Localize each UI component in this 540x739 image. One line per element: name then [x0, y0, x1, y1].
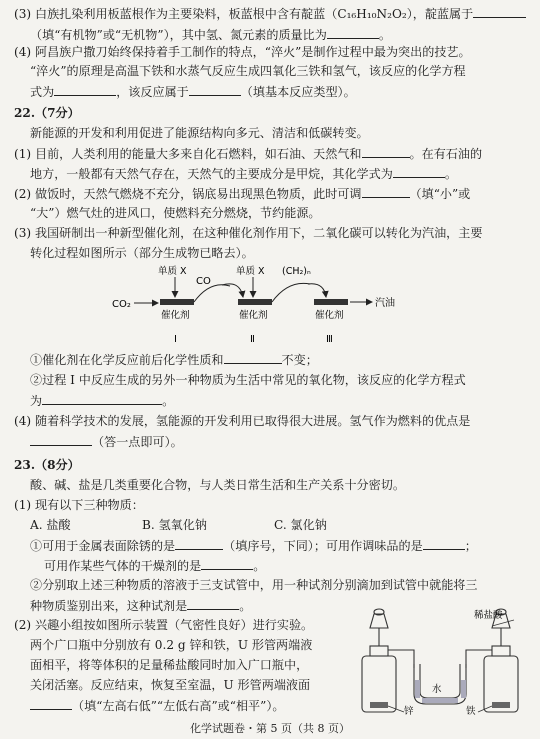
left-liquid	[415, 680, 420, 698]
answer-blank[interactable]	[189, 84, 241, 96]
answer-blank[interactable]	[42, 393, 162, 405]
question-23-title: 23.（8分）	[14, 458, 80, 472]
bottom-liquid	[422, 698, 458, 703]
flow-arrow	[222, 284, 243, 297]
zinc-label: 锌	[404, 706, 414, 716]
answer-blank[interactable]	[30, 698, 72, 710]
line-q23-1-2: ②分别取上述三种物质的溶液于三支试管中，用一种试剂分别滴加到试管中就能将三	[30, 578, 478, 592]
line-q22-3-2-cont: 为 。	[30, 394, 175, 408]
catalyst-label: 催化剂	[161, 310, 190, 321]
gasoline-label: 汽油	[375, 298, 395, 309]
flask-u-tube-apparatus	[356, 606, 526, 716]
answer-blank[interactable]	[327, 27, 379, 39]
right-liquid	[461, 680, 466, 698]
water-label: 水	[432, 684, 442, 695]
line-q3-cont: （填“有机物”或“无机物”），其中氢、氮元素的质量比为 。	[30, 28, 391, 42]
flow-arrow	[272, 283, 310, 302]
option-b: B. 氢氧化钠	[142, 518, 207, 532]
line-q22-3-2: ②过程 Ⅰ 中反应生成的另外一种物质为生活中常见的氧化物，该反应的化学方程式	[30, 373, 466, 387]
catalyst-label: 催化剂	[239, 310, 268, 321]
answer-blank[interactable]	[224, 352, 282, 364]
stage-label: Ⅰ	[174, 334, 177, 345]
question-22-title: 22.（7分）	[14, 106, 80, 120]
answer-blank[interactable]	[423, 538, 465, 550]
page-footer: 化学试题卷・第 5 页（共 8 页）	[190, 722, 350, 735]
right-stopper	[492, 646, 510, 656]
answer-blank[interactable]	[30, 434, 92, 446]
catalyst-bar	[314, 299, 348, 305]
flow-arrow	[308, 284, 326, 297]
options-row	[30, 518, 526, 533]
line-q22-1-cont: 地方，一般都有天然气存在，天然气的主要成分是甲烷，其化学式为 。	[30, 167, 457, 181]
option-c: C. 氯化钠	[274, 518, 327, 532]
right-connector-tube	[466, 650, 492, 668]
line-q22-intro: 新能源的开发和利用促进了能源结构向多元、清洁和低碳转变。	[30, 126, 369, 140]
left-funnel	[370, 614, 388, 628]
iron-label: 铁	[466, 706, 476, 716]
co2-conversion-diagram	[100, 262, 440, 348]
option-a: A. 盐酸	[30, 518, 71, 532]
acid-label: 稀盐酸	[474, 610, 503, 621]
answer-blank[interactable]	[362, 186, 410, 198]
catalyst-bar	[160, 299, 194, 305]
flow-arrow	[194, 285, 230, 302]
line-q23-2: (2) 兴趣小组按如图所示装置（气密性良好）进行实验。	[14, 618, 314, 632]
polymer-label: (CH₂)ₙ	[282, 266, 311, 277]
line-q22-4-cont: （答一点即可）。	[30, 434, 526, 450]
line-q23-2-d: （填“左高右低”“左低右高”或“相平”）。	[30, 698, 350, 714]
line-q23-2-b: 面相平，将等体积的足量稀盐酸同时加入广口瓶中，	[30, 658, 309, 672]
line-q22-1: (1) 目前，人类利用的能量大多来自化石燃料，如石油、天然气和 。在有石油的	[14, 147, 483, 161]
co2-label: CO₂	[112, 299, 131, 310]
answer-blank[interactable]	[187, 598, 239, 610]
answer-blank[interactable]	[201, 558, 253, 570]
line-q22-3-1: ①催化剂在化学反应前后化学性质和 不变；	[30, 353, 318, 367]
line-q22-3-cont: 转化过程如图所示（部分生成物已略去）。	[30, 246, 254, 260]
catalyst-label: 催化剂	[315, 310, 344, 321]
iron-sample	[492, 702, 510, 708]
line-q23-1: (1) 现有以下三种物质：	[14, 498, 144, 512]
line-q4-equation: 式为 ，该反应属于 （填基本反应类型）。	[30, 85, 356, 99]
line-q23-2-c: 关闭活塞。反应结束，恢复至室温，U 形管两端液面	[30, 678, 311, 692]
line-q4-principle: “淬火”的原理是高温下铁和水蒸气反应生成四氧化三铁和氢气，该反应的化学方程	[30, 64, 466, 78]
line-q22-2: (2) 做饭时，天然气燃烧不充分，锅底易出现黑色物质，此时可调 （填“小”或	[14, 187, 471, 201]
line-q22-4: (4) 随着科学技术的发展，氢能源的开发利用已取得很大进展。氢气作为燃料的优点是	[14, 414, 471, 428]
left-connector-tube	[388, 650, 414, 668]
zinc-sample	[370, 702, 388, 708]
stage-label: Ⅲ	[326, 334, 333, 345]
answer-blank[interactable]	[54, 84, 116, 96]
line-q22-2-cont: “大”）燃气灶的进风口，使燃料充分燃烧，节约能源。	[30, 206, 321, 220]
line-q23-1-2-cont: 种物质鉴别出来，这种试剂是 。	[30, 599, 252, 613]
line-q22-3: (3) 我国研制出一种新型催化剂，在这种催化剂作用下，二氧化碳可以转化为汽油，主要	[14, 226, 483, 240]
stage-label: Ⅱ	[250, 334, 255, 345]
element-x-label: 单质 X	[158, 266, 187, 277]
line-q23-1-1-cont: 可用作某些气体的干燥剂的是 。	[44, 559, 266, 573]
left-stopper	[370, 646, 388, 656]
line-q23-intro: 酸、碱、盐是几类重要化合物，与人类日常生活和生产关系十分密切。	[30, 478, 405, 492]
co-label: CO	[196, 276, 211, 287]
element-x-label: 单质 X	[236, 266, 265, 277]
answer-blank[interactable]	[473, 6, 526, 18]
answer-blank[interactable]	[175, 538, 223, 550]
answer-blank[interactable]	[362, 146, 410, 158]
line-q23-1-1: ①可用于金属表面除锈的是 （填序号，下同）；可用作调味品的是 ；	[30, 539, 477, 553]
catalyst-bar	[238, 299, 272, 305]
answer-blank[interactable]	[393, 166, 445, 178]
line-q4-quench: (4) 阿昌族户撒刀始终保持着手工制作的特点，“淬火”是制作过程中最为突出的技艺。	[14, 45, 471, 59]
line-q3-dye: (3) 白族扎染利用板蓝根作为主要染料，板蓝根中含有靛蓝（C₁₆H₁₀N₂O₂），靛蓝属于	[14, 6, 526, 22]
line-q23-2-a: 两个广口瓶中分别放有 0.2 g 锌和铁，U 形管两端液	[30, 638, 313, 652]
